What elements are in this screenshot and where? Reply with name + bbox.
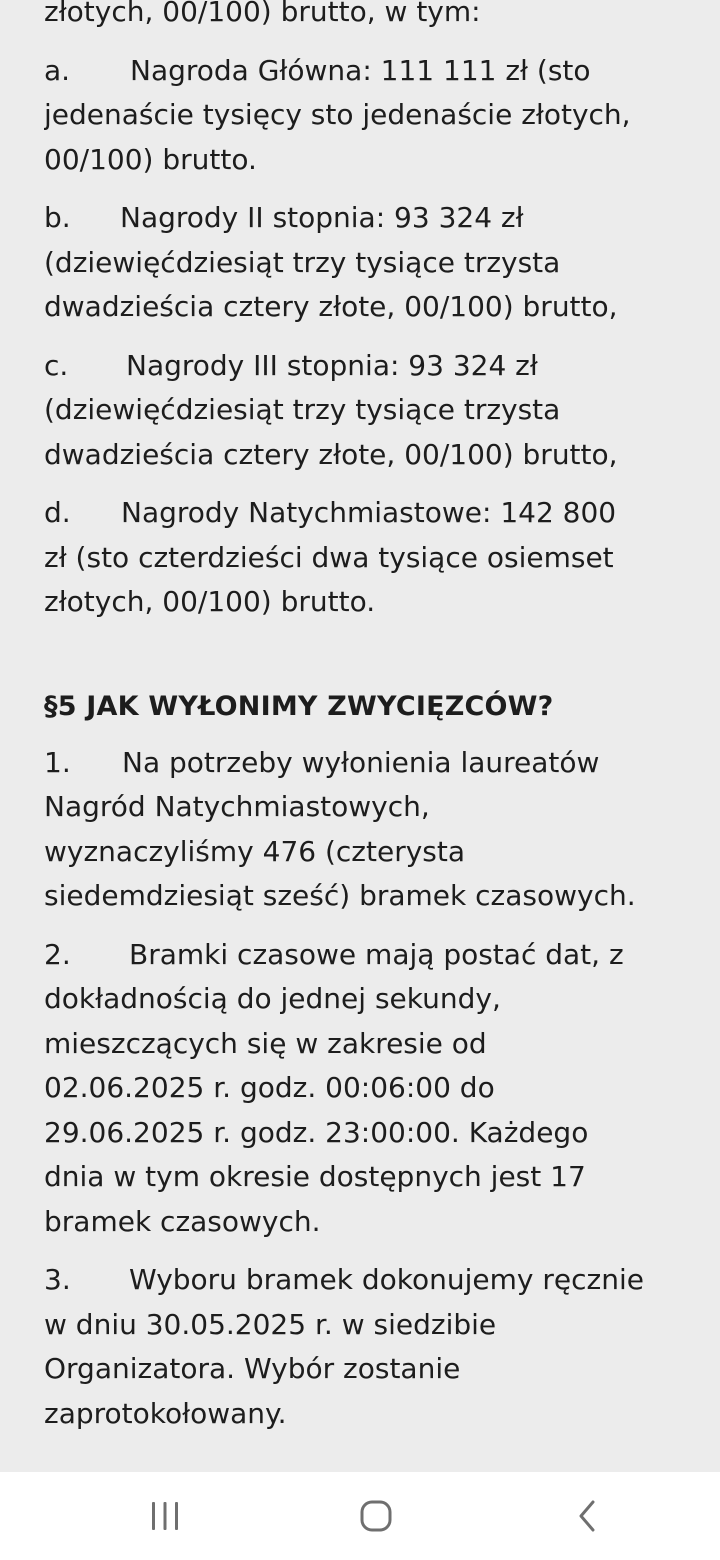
list-text: Nagrody Natychmiastowe: 142 800 xyxy=(121,496,617,529)
list-text: Wyboru bramek dokonujemy ręcznie xyxy=(129,1263,644,1296)
list-text: zł (sto czterdzieści dwa tysiące osiemset xyxy=(44,540,614,574)
prize-item-c xyxy=(44,344,720,478)
back-icon xyxy=(571,1499,605,1533)
list-text: Nagrody III stopnia: 93 324 zł xyxy=(126,348,538,382)
list-marker: a. xyxy=(44,53,71,87)
list-text: złotych, 00/100) brutto. xyxy=(44,585,376,618)
recent-apps-icon xyxy=(148,1500,182,1532)
document-content xyxy=(44,0,720,1472)
prize-item-d xyxy=(44,491,720,625)
recent-apps-button[interactable] xyxy=(135,1494,195,1538)
list-text: dwadzieścia cztery złote, 00/100) brutto, xyxy=(44,290,618,323)
list-text: 29.06.2025 r. godz. 23:00:00. Każdego xyxy=(44,1115,589,1149)
list-text: mieszczących się w zakresie od xyxy=(44,1026,487,1060)
navigation-bar xyxy=(0,1472,720,1560)
list-text: Nagród Natychmiastowych, xyxy=(44,790,430,823)
section-5-item-2 xyxy=(44,933,720,1245)
list-text: (dziewięćdziesiąt trzy tysiące trzysta xyxy=(44,393,561,426)
list-marker: 1. xyxy=(44,745,71,779)
section-5-heading: §5 JAK WYŁONIMY ZWYCIĘZCÓW? xyxy=(44,690,554,722)
intro-line: złotych, 00/100) brutto, w tym: xyxy=(44,0,481,28)
list-text: Nagrody II stopnia: 93 324 zł xyxy=(120,201,524,234)
list-text: zaprotokołowany. xyxy=(44,1396,287,1430)
list-marker: d. xyxy=(44,496,71,529)
list-text: jedenaście tysięcy sto jedenaście złotych, xyxy=(44,98,631,131)
list-text: bramek czasowych. xyxy=(44,1204,321,1238)
list-text: Bramki czasowe mają postać dat, z xyxy=(129,937,624,971)
list-text: dokładnością do jednej sekundy, xyxy=(44,982,501,1015)
list-text: wyznaczyliśmy 476 (czterysta xyxy=(44,834,465,868)
prize-item-a xyxy=(44,49,720,183)
section-5-item-3 xyxy=(44,1258,720,1436)
list-text: 00/100) brutto. xyxy=(44,142,257,176)
list-text: Organizatora. Wybór zostanie xyxy=(44,1352,461,1385)
home-button[interactable] xyxy=(346,1494,406,1538)
list-text: Na potrzeby wyłonienia laureatów xyxy=(122,745,600,779)
list-text: 02.06.2025 r. godz. 00:06:00 do xyxy=(44,1071,495,1104)
list-text: (dziewięćdziesiąt trzy tysiące trzysta xyxy=(44,245,561,279)
home-icon xyxy=(359,1499,393,1533)
list-marker: 3. xyxy=(44,1263,71,1296)
list-text: dnia w tym okresie dostępnych jest 17 xyxy=(44,1160,586,1193)
list-text: w dniu 30.05.2025 r. w siedzibie xyxy=(44,1307,497,1341)
list-marker: c. xyxy=(44,348,69,382)
list-marker: b. xyxy=(44,201,71,234)
section-5-item-1 xyxy=(44,741,720,919)
list-text: siedemdziesiąt sześć) bramek czasowych. xyxy=(44,879,636,912)
list-marker: 2. xyxy=(44,937,71,971)
list-text: Nagroda Główna: 111 111 zł (sto xyxy=(130,53,591,87)
list-text: dwadzieścia cztery złote, 00/100) brutto, xyxy=(44,437,618,471)
back-button[interactable] xyxy=(558,1494,618,1538)
prize-item-b xyxy=(44,196,720,330)
